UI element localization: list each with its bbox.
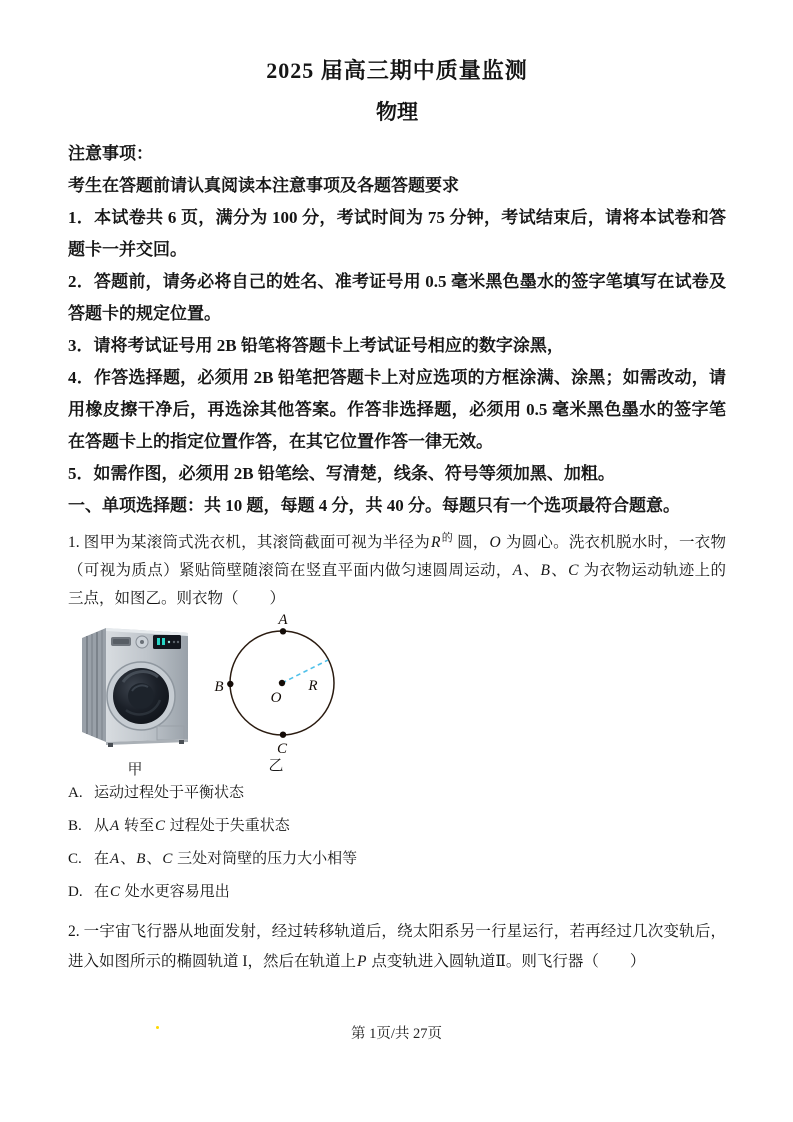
question-2-text: 2. 一宇宙飞行器从地面发射，经过转移轨道后，绕太阳系另一行星运行，若再经过几次变轨后，进入如图所示的椭圆轨道 I，然后在轨道上P 点变轨进入圆轨道Ⅱ。则飞行器（ ） [68,923,726,970]
option-c-key: C. [68,851,82,867]
notice-item-5: 5．如需作图，必须用 2B 铅笔绘、写清楚，线条、符号等须加黑、加粗。 [68,464,615,483]
notice-item-4: 4．作答选择题，必须用 2B 铅笔把答题卡上对应选项的方框涂满、涂黑；如需改动，请用橡皮擦干净后，再选涂其他答案。作答非选择题，必须用 0.5 毫米黑色墨水的签字笔在答题卡上的指定位置作答，在其它位置作答一律无效。 [68,368,726,451]
notice-section [68,138,726,490]
center-o-dot [279,680,285,686]
option-b-key: B. [68,818,82,834]
question-1-figures [68,603,726,778]
point-c-dot [280,732,286,738]
figure-label-yi: 乙 [268,758,284,773]
option-a-key: A. [68,785,83,801]
option-b-text: 从A 转至C 过程处于失重状态 [94,818,290,834]
radius-label-r: R [308,678,318,694]
center-label-o: O [270,690,282,706]
option-d-text: 在C 处水更容易甩出 [94,884,230,900]
page-footer: 第 1页/共 27页 [350,1026,443,1042]
point-label-a: A [278,612,288,628]
circle-diagram [210,603,350,773]
option-d-key: D. [68,884,83,900]
exam-subject: 物理 [376,100,418,124]
option-c-text: 在A、B、C 三处对筒壁的压力大小相等 [94,851,358,867]
washing-machine-figure [78,621,192,779]
notice-intro: 考生在答题前请认真阅读本注意事项及各题答题要求 [68,176,459,195]
circle-diagram-figure [210,603,350,778]
question-1 [68,524,726,909]
figure-label-jia: 甲 [127,762,143,778]
exam-title: 2025 届高三期中质量监测 [266,58,528,83]
point-label-b: B [214,679,224,695]
option-d [68,876,726,909]
point-b-dot [227,681,233,687]
notice-item-3: 3．请将考试证号用 2B 铅笔将答题卡上考试证号相应的数字涂黑， [68,336,564,355]
point-label-c: C [276,741,288,757]
section-1-heading: 一、单项选择题：共 10 题，每题 4 分，共 40 分。每题只有一个选项最符合题意。 [68,496,680,515]
point-a-dot [280,628,286,634]
option-a-text: 运动过程处于平衡状态 [94,785,245,801]
radius-dashed-line [282,660,328,683]
option-b [68,810,726,843]
question-1-options [68,777,726,909]
notice-heading: 注意事项： [68,144,153,163]
option-c [68,843,726,876]
washing-machine-image [78,621,192,749]
question-1-text: 1. 图甲为某滚筒式洗衣机，其滚筒截面可视为半径为$R^的$ 圆，O 为圆心。洗衣机脱水时，一衣物（可视为质点）紧贴筒壁随滚筒在竖直平面内做匀速圆周运动，A、B、C 为衣物运动轨迹上的三点，如图乙。则衣物（ ） [68,532,726,607]
option-a [68,777,726,810]
notice-item-1: 1．本试卷共 6 页，满分为 100 分，考试时间为 75 分钟，考试结束后，请将本试卷和答题卡一并交回。 [68,208,726,259]
notice-item-2: 2．答题前，请务必将自己的姓名、准考证号用 0.5 毫米黑色墨水的签字笔填写在试卷及答题卡的规定位置。 [68,272,726,323]
